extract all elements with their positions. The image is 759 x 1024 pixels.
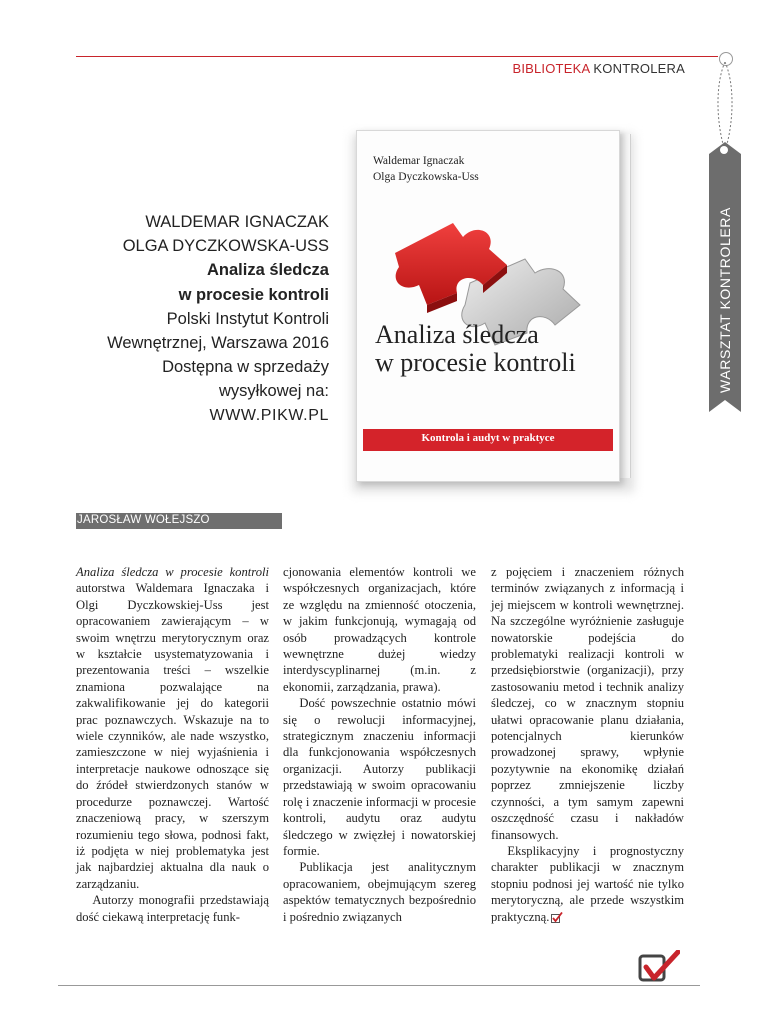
- tag-string-icon: [714, 62, 736, 144]
- end-checkmark-icon: [551, 912, 563, 923]
- paragraph: Autorzy monografii przedstawiają dość ciekawą interpretację funk-: [76, 893, 269, 924]
- checkmark-logo-icon: [638, 950, 680, 984]
- article-column-1: [76, 564, 269, 925]
- section-header-red: BIBLIOTEKA: [512, 61, 590, 76]
- paragraph-text: Eksplikacyjny i prognostyczny charakter publikacji w znacznym stopniu podnosi jej wartość nie tylko merytoryczną, ale przede wszystkim praktyczną.: [491, 843, 684, 924]
- paragraph: cjonowania elementów kontroli we współczesnych organizacjach, które ze względu na zmienność otoczenia, w jakim funkcjonują, wymagają od osób prowadzących kontrole wewnętrzne dużej wiedzy interdyscyplinarnej (m.in. z ekonomii, zarządzania, prawa).: [283, 565, 476, 694]
- cover-title-line-2: w procesie kontroli: [375, 348, 576, 377]
- book-title-line-2: w procesie kontroli: [178, 285, 329, 304]
- paragraph-text: autorstwa Waldemara Ignaczaka i Olgi Dyczkowskiej-Uss jest opracowaniem zawierającym – w swoim wnętrzu merytorycznym oraz w kształcie usystematyzowania i prezentowania treści – wszelkie znamiona pozwalające na zakwalifikowanie jej do kategorii prac poznawczych. Wskazuje na to wiele czynników, ale nade wszystko, zamieszczone w niej wyjaśnienia i interpretacje naukowe odnoszące się do źródeł stwierdzonych stanów w procedurze poznawczej. Wartość znaczeniową pracy, w szerszym rozumieniu tego słowa, podnosi fakt, iż podjęta w niej problematyka jest jak najbardziej aktualna dla nauk o zarządzaniu.: [76, 581, 269, 891]
- header-rule: [76, 56, 718, 57]
- paragraph: Publikacja jest analitycznym opracowaniem, obejmującym szereg aspektów tematycznych bezpośrednio i pośrednio związanych: [283, 860, 476, 924]
- paragraph: [491, 843, 684, 925]
- cover-title-line-1: Analiza śledcza: [375, 320, 539, 349]
- book-author-2: OLGA DYCZKOWSKA-USS: [122, 237, 329, 256]
- section-header: [512, 61, 685, 76]
- cover-author-1: Waldemar Ignaczak: [373, 155, 465, 167]
- book-info: [69, 210, 329, 428]
- side-tag-label: WARSZTAT KONTROLERA: [717, 207, 733, 393]
- cover-series-label: Kontrola i audyt w praktyce: [421, 432, 555, 444]
- book-publisher-line-1: Polski Instytut Kontroli: [166, 309, 329, 328]
- article-author-bar: [76, 513, 282, 529]
- book-title-italic: Analiza śledcza w procesie kontroli: [76, 565, 269, 579]
- cover-series-band: [363, 429, 613, 451]
- paragraph: Dość powszechnie ostatnio mówi się o rewolucji informacyjnej, strategicznym znaczeniu informacji dla funkcjonowania współczesnych organizacji. Autorzy publikacji przedstawiają w swoim opracowaniu rolę i znaczenie informacji w procesie kontroli, audytu oraz audytu śledczego w zwięzłej i nowatorskiej formie.: [283, 696, 476, 858]
- article-column-3: [491, 564, 684, 925]
- paragraph: [76, 564, 269, 892]
- section-header-dark: KONTROLERA: [593, 61, 685, 76]
- cover-author-2: Olga Dyczkowska-Uss: [373, 171, 479, 183]
- book-cover-image: [356, 130, 620, 482]
- book-publisher-line-2: Wewnętrznej, Warszawa 2016: [107, 334, 329, 353]
- article-author: JAROSŁAW WOŁEJSZO: [77, 514, 210, 526]
- footer-rule: [58, 985, 700, 986]
- article-column-2: [283, 564, 476, 925]
- book-title-line-1: Analiza śledcza: [207, 261, 329, 280]
- paragraph: z pojęciem i znaczeniem różnych terminów związanych z informacją i jej miejscem w kontroli wewnętrznej. Na szczególne wyróżnienie zasługuje nowatorskie podejścia do problematyki realizacji kontroli w przedsiębiorstwie (organizacji), przy zastosowaniu metod i technik analizy śledczej, co w znacznym stopniu ułatwi opracowanie planu działania, potencjalnych kierunków prowadzonej sprawy, wpłynie pozytywnie na ekonomikę działań poprzez zmniejszenie liczby czynności, a tym samym zapewni oszczędność czasu i nakładów finansowych.: [491, 565, 684, 842]
- book-availability-line-2: wysyłkowej na:: [218, 382, 329, 401]
- book-website-link[interactable]: WWW.PIKW.PL: [209, 406, 329, 424]
- book-availability-line-1: Dostępna w sprzedaży: [162, 358, 329, 377]
- side-tag-hole: [720, 146, 728, 154]
- book-author-1: WALDEMAR IGNACZAK: [145, 213, 329, 231]
